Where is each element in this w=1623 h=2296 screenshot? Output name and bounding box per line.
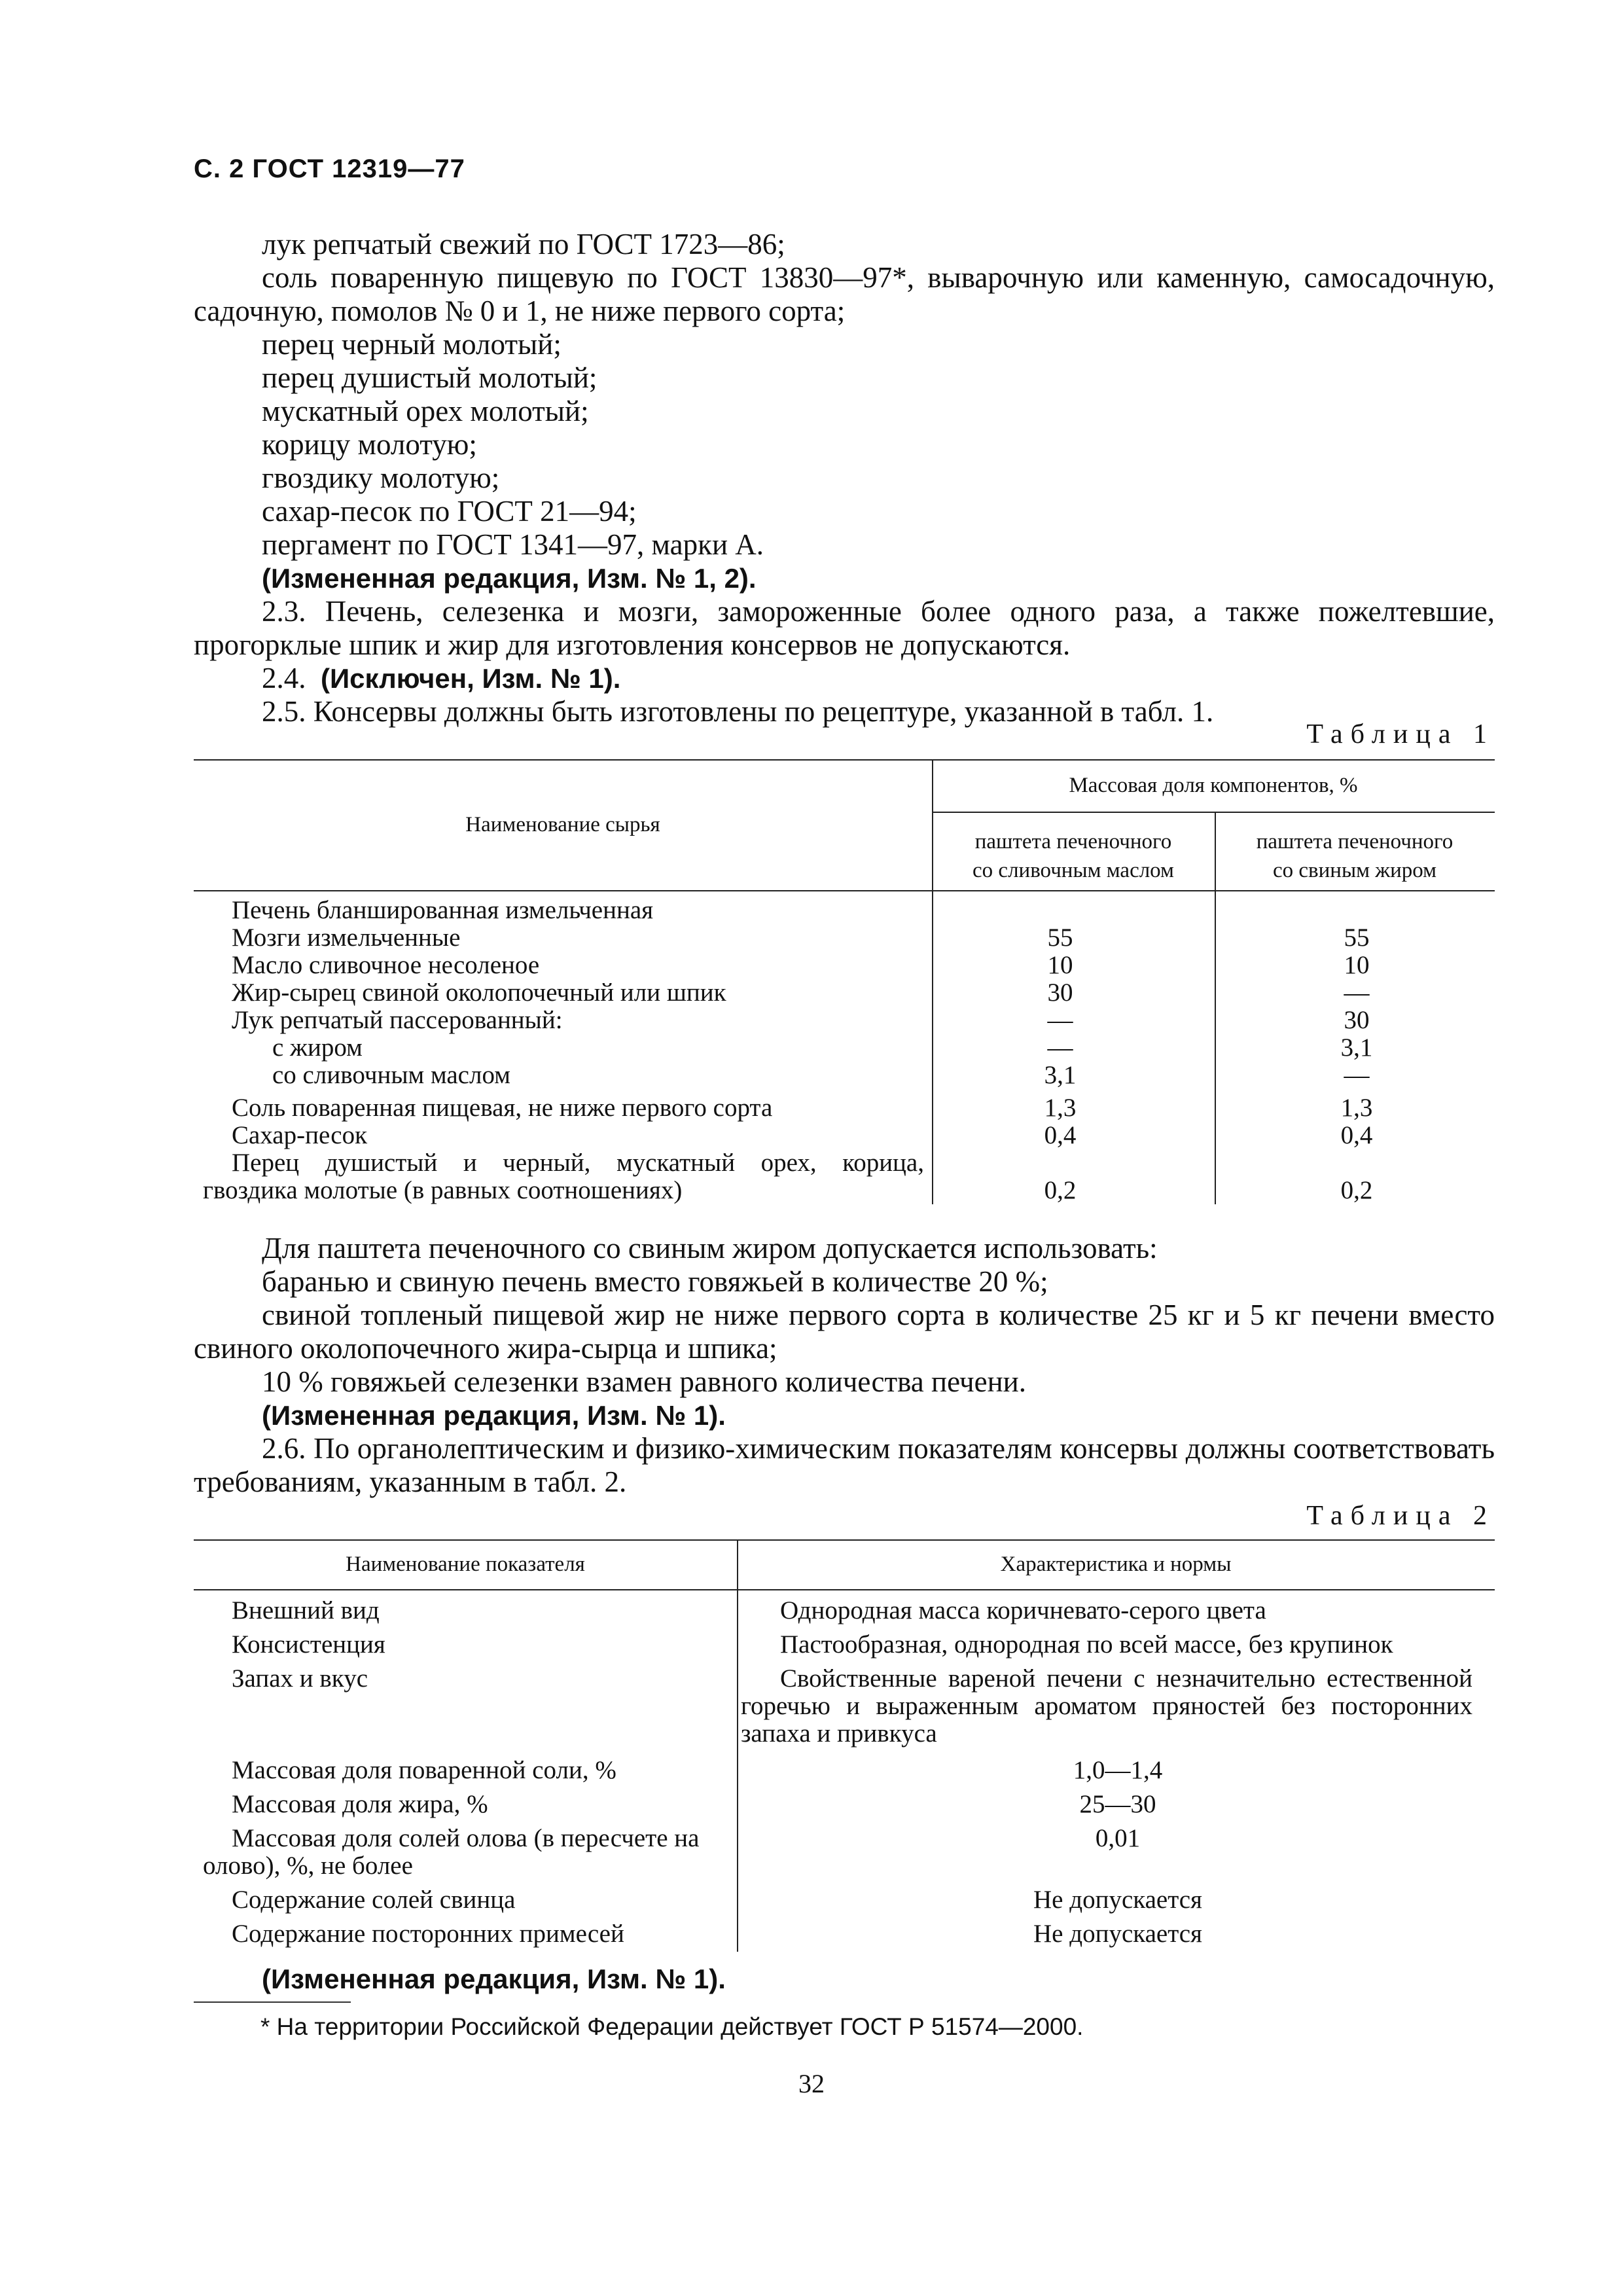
paragraph: свиной топленый пищевой жир не ниже первого сорта в количестве 25 кг и 5 кг печени вместо свиного околопочечного жира-сырца и шпика; bbox=[194, 1299, 1495, 1365]
list-item: сахар-песок по ГОСТ 21—94; bbox=[262, 495, 637, 528]
list-item: гвоздику молотую; bbox=[262, 461, 500, 494]
table-row: Соль поваренная пищевая, не ниже первого сорта 1,3 1,3 bbox=[232, 1094, 1373, 1122]
table-1-caption: Таблица 1 bbox=[1306, 719, 1495, 749]
ingredients-list bbox=[194, 228, 1495, 728]
list-item: перец душистый молотый; bbox=[262, 361, 597, 394]
paragraph-number: 2.4. bbox=[262, 662, 306, 694]
amendment-note: (Измененная редакция, Изм. № 1). bbox=[262, 1400, 726, 1431]
table-2-caption: Таблица 2 bbox=[1306, 1501, 1495, 1531]
final-amendment bbox=[194, 1962, 1495, 1996]
column-header-lard: паштета печеночного со свиным жиром bbox=[1256, 830, 1454, 882]
table-1 bbox=[194, 759, 1495, 1204]
paragraph: 10 % говяжьей селезенки взамен равного количества печени. bbox=[262, 1365, 1026, 1398]
list-item: мускатный орех молотый; bbox=[262, 395, 589, 427]
notes-after-table-1 bbox=[194, 1232, 1495, 1499]
column-header-norms: Характеристика и нормы bbox=[1000, 1552, 1232, 1576]
column-header-group: Массовая доля компонентов, % bbox=[1069, 774, 1358, 797]
table-row: Масло сливочное несоленое 10 10 bbox=[232, 951, 1370, 979]
column-header-name: Наименование сырья bbox=[465, 813, 660, 836]
page-header: С. 2 ГОСТ 12319—77 bbox=[194, 154, 465, 183]
list-item: соль поваренную пищевую по ГОСТ 13830—97*, выварочную или каменную, самосадочную, садочную, помолов № 0 и 1, не ниже первого сорта; bbox=[194, 261, 1495, 327]
table-row: Массовая доля солей олова (в пересчете на олово), %, не более 0,01 bbox=[203, 1824, 1141, 1880]
page-number: 32 bbox=[798, 2069, 825, 2098]
column-header-indicator: Наименование показателя bbox=[346, 1552, 585, 1576]
amendment-note: (Измененная редакция, Изм. № 1, 2). bbox=[262, 563, 757, 594]
table-row: Перец душистый и черный, мускатный орех, корица, гвоздика молотые (в равных соотношениях) 0,2 0,2 bbox=[203, 1149, 1373, 1204]
paragraph-2-6: 2.6. По органолептическим и физико-химическим показателям консервы должны соответствовать требованиям, указанным в табл. 2. bbox=[194, 1432, 1495, 1498]
amendment-note: (Измененная редакция, Изм. № 1). bbox=[262, 1964, 726, 1994]
footnote-divider bbox=[194, 2001, 351, 2003]
excluded-note: (Исключен, Изм. № 1). bbox=[321, 663, 621, 694]
table-row: Сахар-песок 0,4 0,4 bbox=[232, 1121, 1373, 1149]
list-item: корицу молотую; bbox=[262, 428, 477, 461]
table-row: Печень бланшированная измельченная bbox=[232, 896, 654, 924]
table-row: Мозги измельченные 55 55 bbox=[232, 924, 1370, 952]
footnote: * На территории Российской Федерации действует ГОСТ Р 51574—2000. bbox=[260, 2013, 1084, 2040]
paragraph-2-4 bbox=[194, 662, 1495, 695]
column-header-butter: паштета печеночного со сливочным маслом bbox=[972, 830, 1174, 882]
list-item: лук репчатый свежий по ГОСТ 1723—86; bbox=[262, 228, 785, 260]
table-row: с жиром — 3,1 bbox=[272, 1033, 1373, 1062]
paragraph: баранью и свиную печень вместо говяжьей в количестве 20 %; bbox=[262, 1265, 1048, 1298]
paragraph: Для паштета печеночного со свиным жиром допускается использовать: bbox=[262, 1232, 1158, 1265]
table-row: Жир-сырец свиной околопочечный или шпик 30 — bbox=[232, 978, 1370, 1007]
paragraph-2-5: 2.5. Консервы должны быть изготовлены по рецептуре, указанной в табл. 1. bbox=[262, 695, 1214, 728]
list-item: пергамент по ГОСТ 1341—97, марки А. bbox=[262, 528, 764, 561]
table-2: Наименование показателя Характеристика и нормы Внешний вид Однородная масса коричневато-серого цвета Консистенция Пастообразная, однородная по всей массе, без крупинок Запах и вкус Свойственные вареной печени с незначительно естественной горечью и выраженным ароматом пряностей без посторонних запаха и привкуса Массовая доля поваренной соли, % 1,0—1,4 Массовая доля жира, % 25—30 Массовая доля солей олова (в пересчете на олово), %, не более 0,01 Содержание солей свинца Не допускается Содержание посторонних примесей Не допускается bbox=[194, 1539, 1495, 1952]
paragraph-2-3: 2.3. Печень, селезенка и мозги, замороженные более одного раза, а также пожелтевшие, прогорклые шпик и жир для изготовления консервов не допускаются. bbox=[194, 595, 1495, 661]
table-row: Лук репчатый пассерованный: — 30 bbox=[232, 1006, 1370, 1034]
table-row: со сливочным маслом 3,1 — bbox=[272, 1061, 1370, 1089]
list-item: перец черный молотый; bbox=[262, 328, 562, 361]
